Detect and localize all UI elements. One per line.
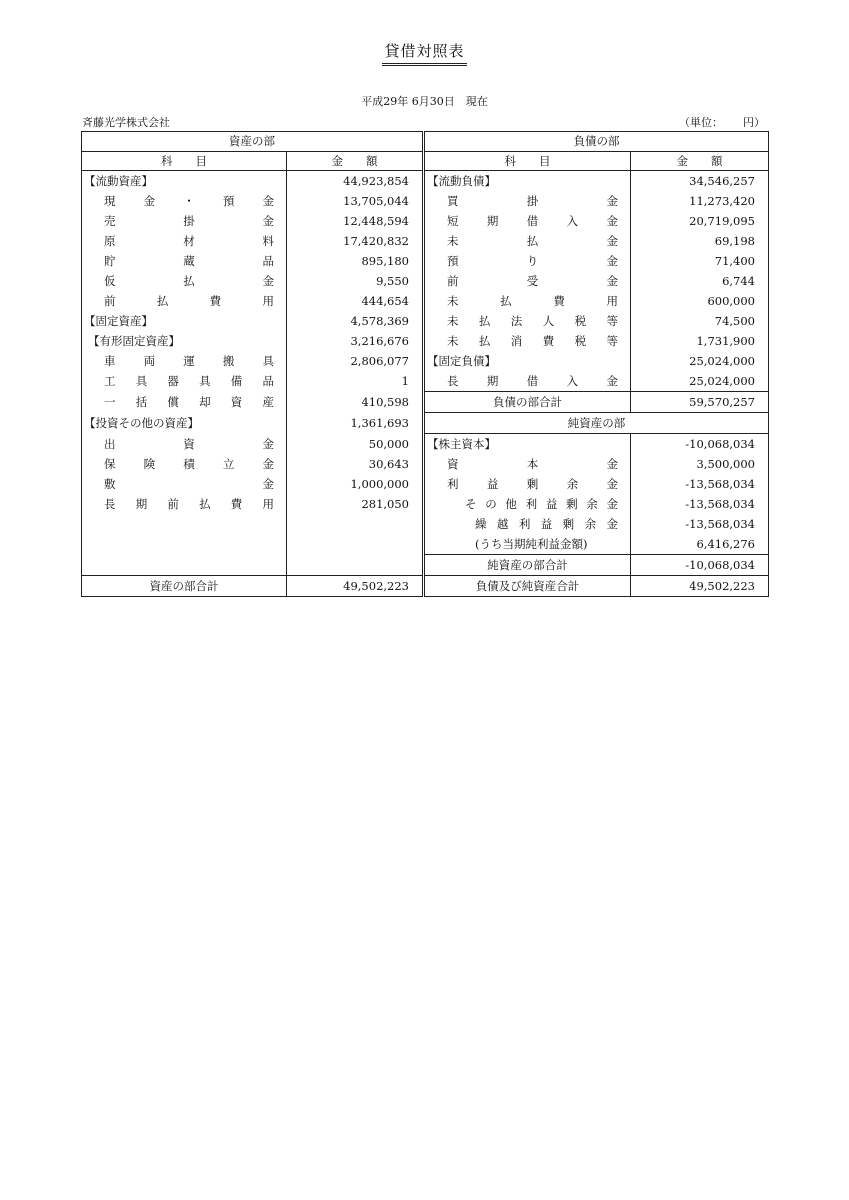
account-amount: 9,550 [287,271,424,291]
account-amount: 6,416,276 [631,534,769,555]
account-amount: 3,216,676 [287,331,424,351]
table-row [82,271,769,291]
account-amount: 20,719,095 [631,211,769,231]
account-name [82,454,287,474]
table-row [82,392,769,413]
liabilities-total-amount: 59,570,257 [631,392,769,413]
account-name-text: 出資金 [104,436,274,451]
account-amount: 12,448,594 [287,211,424,231]
account-name-text: 短期借入金 [447,214,618,228]
account-amount: 11,273,420 [631,191,769,211]
account-name [82,291,287,311]
account-name [82,494,287,514]
account-name [424,371,631,392]
account-name-text: 長期借入金 [447,374,618,388]
assets-total-label: 資産の部合計 [82,576,287,597]
liab-net-total-label: 負債及び純資産合計 [424,576,631,597]
account-amount: 6,744 [631,271,769,291]
table-row [82,413,769,434]
account-name-text: 仮払金 [104,274,274,288]
net-assets-total-label: 純資産の部合計 [424,555,631,576]
account-name [82,474,287,494]
account-amount: 444,654 [287,291,424,311]
liab-net-total-amount: 49,502,223 [631,576,769,597]
account-amount: 3,500,000 [631,454,769,474]
account-name-text: 未払費用 [447,294,618,308]
account-name-text: 未払金 [447,234,618,248]
column-header-row [82,152,769,171]
table-row [82,474,769,494]
account-name [424,474,631,494]
document-title-text: 貸借対照表 [382,40,466,66]
account-amount: 1,731,900 [631,331,769,351]
account-amount: 895,180 [287,251,424,271]
account-amount: 71,400 [631,251,769,271]
table-row [82,494,769,514]
account-amount: -13,568,034 [631,474,769,494]
account-name-text: 一括償却資産 [104,395,274,409]
account-name [424,191,631,211]
table-row [82,251,769,271]
account-name: 【固定資産】 [82,311,287,331]
table-row [82,555,769,576]
account-name [424,291,631,311]
account-name-text: 繰越利益剰余金 [475,517,618,531]
table-row [82,191,769,211]
company-name: 斉藤光学株式会社 [82,116,170,129]
empty-cell [82,514,287,534]
table-row [82,171,769,192]
account-name-text: 資本金 [447,457,618,471]
account-name-text: 保険積立金 [104,457,274,471]
account-name-text: 敷金 [104,477,274,491]
account-name [424,231,631,251]
account-name-text: 現金・預金 [104,194,274,208]
empty-cell [82,534,287,555]
table-row [82,514,769,534]
balance-sheet-table [81,131,769,597]
account-amount: 25,024,000 [631,351,769,371]
empty-cell [287,514,424,534]
unit-label: （単位： 円） [679,116,765,129]
account-name-text: 未払消費税等 [447,334,618,348]
col-item-header: 科 目 [82,152,287,171]
account-name [424,271,631,291]
account-amount: 17,420,832 [287,231,424,251]
account-amount: 74,500 [631,311,769,331]
account-name [82,251,287,271]
col-amount-header: 金 額 [631,152,769,171]
account-name-text: その他利益剰余金 [465,497,618,511]
table-row [82,534,769,555]
account-name-text: 前受金 [447,274,618,288]
account-name: 【投資その他の資産】 [82,413,287,434]
account-name [82,392,287,413]
account-name-text: 貯蔵品 [104,254,274,268]
col-item-header: 科 目 [424,152,631,171]
table-row [82,311,769,331]
account-name: 【株主資本】 [424,434,631,455]
account-name [82,371,287,392]
table-row [82,291,769,311]
net-assets-section-header: 純資産の部 [424,413,769,434]
account-name-text: 前払費用 [104,294,274,308]
table-row [82,434,769,455]
table-row [82,371,769,392]
account-name [424,251,631,271]
account-amount: 69,198 [631,231,769,251]
empty-cell [82,555,287,576]
account-name [424,514,631,534]
as-of-date: 平成29年 6月30日 現在 [361,95,488,108]
account-name [82,231,287,251]
account-name-text: 工具器具備品 [104,374,274,389]
account-name [424,211,631,231]
net-assets-total-amount: -10,068,034 [631,555,769,576]
grand-total-row [82,576,769,597]
empty-cell [287,555,424,576]
table-row [82,454,769,474]
account-name [424,311,631,331]
account-name-text: 原材料 [104,234,274,248]
account-name [82,191,287,211]
table-row [82,211,769,231]
account-name-text: 車両運搬具 [104,354,274,368]
section-header-row [82,132,769,152]
account-amount: 281,050 [287,494,424,514]
liabilities-total-label: 負債の部合計 [424,392,631,413]
document-title [0,40,849,66]
col-amount-header: 金 額 [287,152,424,171]
table-row [82,231,769,251]
account-amount: 410,598 [287,392,424,413]
account-name-text: 未払法人税等 [447,314,618,328]
account-amount: 4,578,369 [287,311,424,331]
account-name [82,271,287,291]
assets-section-header: 資産の部 [82,132,424,152]
account-amount: 30,643 [287,454,424,474]
account-name: 【固定負債】 [424,351,631,371]
account-name [424,454,631,474]
assets-total-amount: 49,502,223 [287,576,424,597]
account-amount: 13,705,044 [287,191,424,211]
account-name-text: 買掛金 [447,194,618,208]
account-name [82,351,287,371]
empty-cell [287,534,424,555]
account-name-text: 長期前払費用 [104,497,274,511]
account-amount: 50,000 [287,434,424,455]
account-name-text: 利益剰余金 [447,477,618,491]
account-amount: 2,806,077 [287,351,424,371]
account-name [424,331,631,351]
account-amount: 1 [287,371,424,392]
account-amount: 25,024,000 [631,371,769,392]
table-row [82,351,769,371]
account-name: 【流動負債】 [424,171,631,192]
account-name [82,434,287,455]
account-name: 【有形固定資産】 [82,331,287,351]
account-amount: 1,361,693 [287,413,424,434]
account-name: 【流動資産】 [82,171,287,192]
account-amount: -13,568,034 [631,494,769,514]
account-amount: -10,068,034 [631,434,769,455]
table-row [82,331,769,351]
account-amount: 34,546,257 [631,171,769,192]
account-name: (うち当期純利益金額) [424,534,631,555]
account-amount: 44,923,854 [287,171,424,192]
account-name-text: 売掛金 [104,214,274,228]
account-amount: 1,000,000 [287,474,424,494]
account-name [82,211,287,231]
account-amount: 600,000 [631,291,769,311]
account-amount: -13,568,034 [631,514,769,534]
liabilities-section-header: 負債の部 [424,132,769,152]
account-name-text: 預り金 [447,254,618,268]
account-name [424,494,631,514]
